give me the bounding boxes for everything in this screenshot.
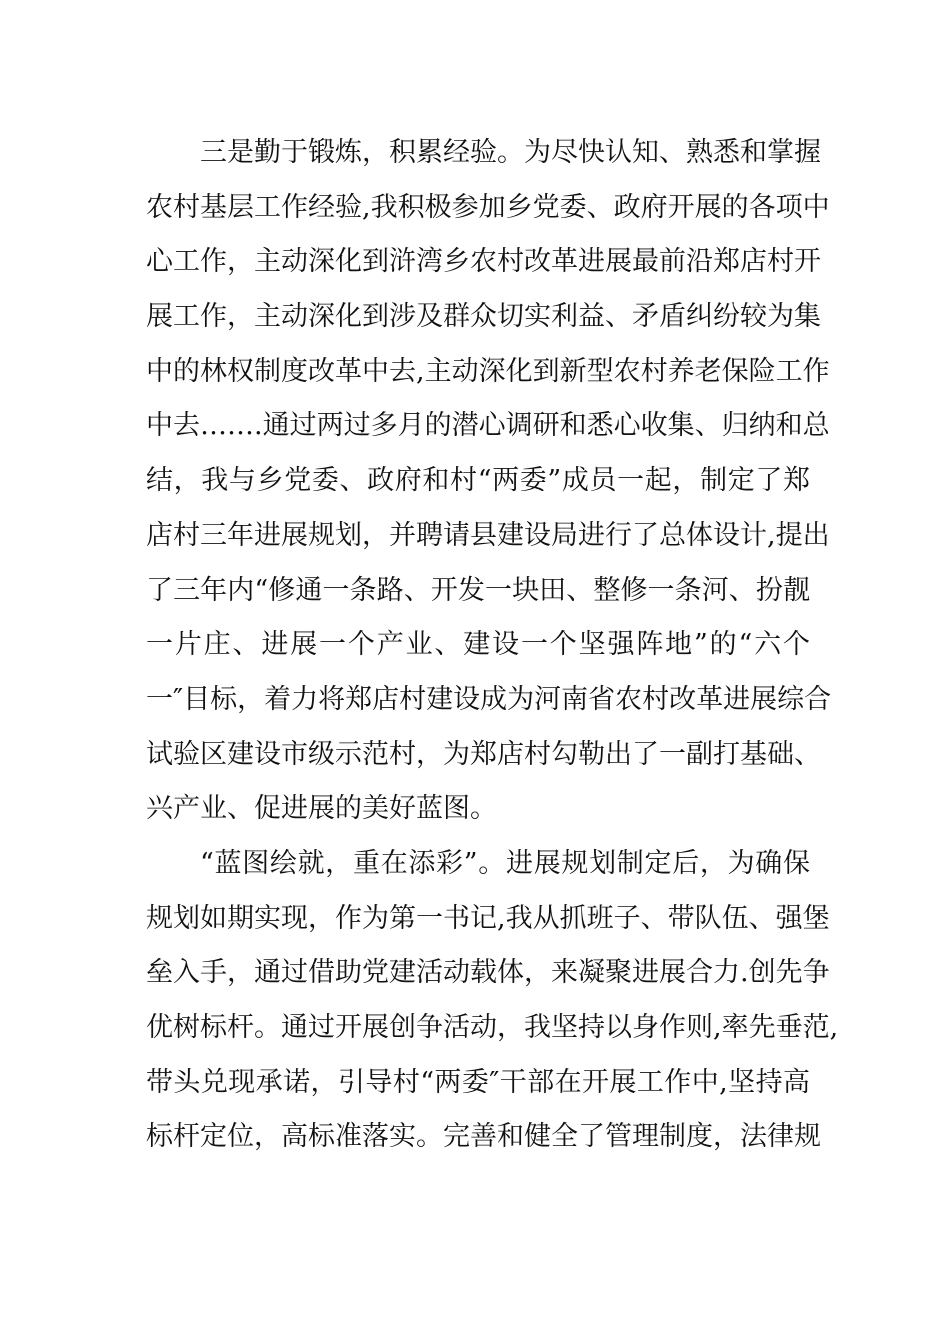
paragraph-line: 一″目标，着力将郑店村建设成为河南省农村改革进展综合 xyxy=(146,683,832,715)
paragraph-line: 优树标杆。通过开展创争活动，我坚持以身作则,率先垂范, xyxy=(146,1012,839,1043)
paragraph-line: 三是勤于锻炼，积累经验。为尽快认知、熟悉和掌握 xyxy=(200,137,821,168)
paragraph-line: 标杆定位，高标准落实。完善和健全了管理制度，法律规 xyxy=(146,1121,821,1153)
paragraph-line: “蓝图绘就，重在添彩”。进展规划制定后，为确保 xyxy=(200,847,810,879)
paragraph-1 xyxy=(146,126,832,837)
paragraph-line: 了三年内“修通一条路、开发一块田、整修一条河、扮靓 xyxy=(146,574,810,606)
paragraph-line: 兴产业、促进展的美好蓝图。 xyxy=(146,793,497,825)
paragraph-2 xyxy=(146,837,839,1165)
paragraph-line: 展工作，主动深化到涉及群众切实利益、矛盾纠纷较为集 xyxy=(146,301,821,333)
paragraph-line: 中去…….通过两过多月的潜心调研和悉心收集、归纳和总 xyxy=(146,410,830,442)
paragraph-line: 规划如期实现，作为第一书记,我从抓班子、带队伍、强堡 xyxy=(146,902,830,934)
paragraph-line: 一片庄、进展一个产业、建设一个坚强阵地”的“六个 xyxy=(146,629,810,661)
paragraph-line: 垒入手，通过借助党建活动载体，来凝聚进展合力.创先争 xyxy=(146,957,830,989)
paragraph-line: 带头兑现承诺，引导村“两委″干部在开展工作中,坚持高 xyxy=(146,1066,810,1098)
paragraph-line: 试验区建设市级示范村，为郑店村勾勒出了一副打基础、 xyxy=(146,738,821,770)
paragraph-line: 结，我与乡党委、政府和村“两委”成员一起，制定了郑 xyxy=(146,465,810,497)
document-body xyxy=(146,126,839,1165)
paragraph-line: 店村三年进展规划，并聘请县建设局进行了总体设计,提出 xyxy=(146,519,830,551)
paragraph-line: 中的林权制度改革中去,主动深化到新型农村养老保险工作 xyxy=(146,355,830,387)
paragraph-line: 农村基层工作经验,我积极参加乡党委、政府开展的各项中 xyxy=(146,191,830,223)
paragraph-line: 心工作，主动深化到浒湾乡农村改革进展最前沿郑店村开 xyxy=(146,246,821,278)
